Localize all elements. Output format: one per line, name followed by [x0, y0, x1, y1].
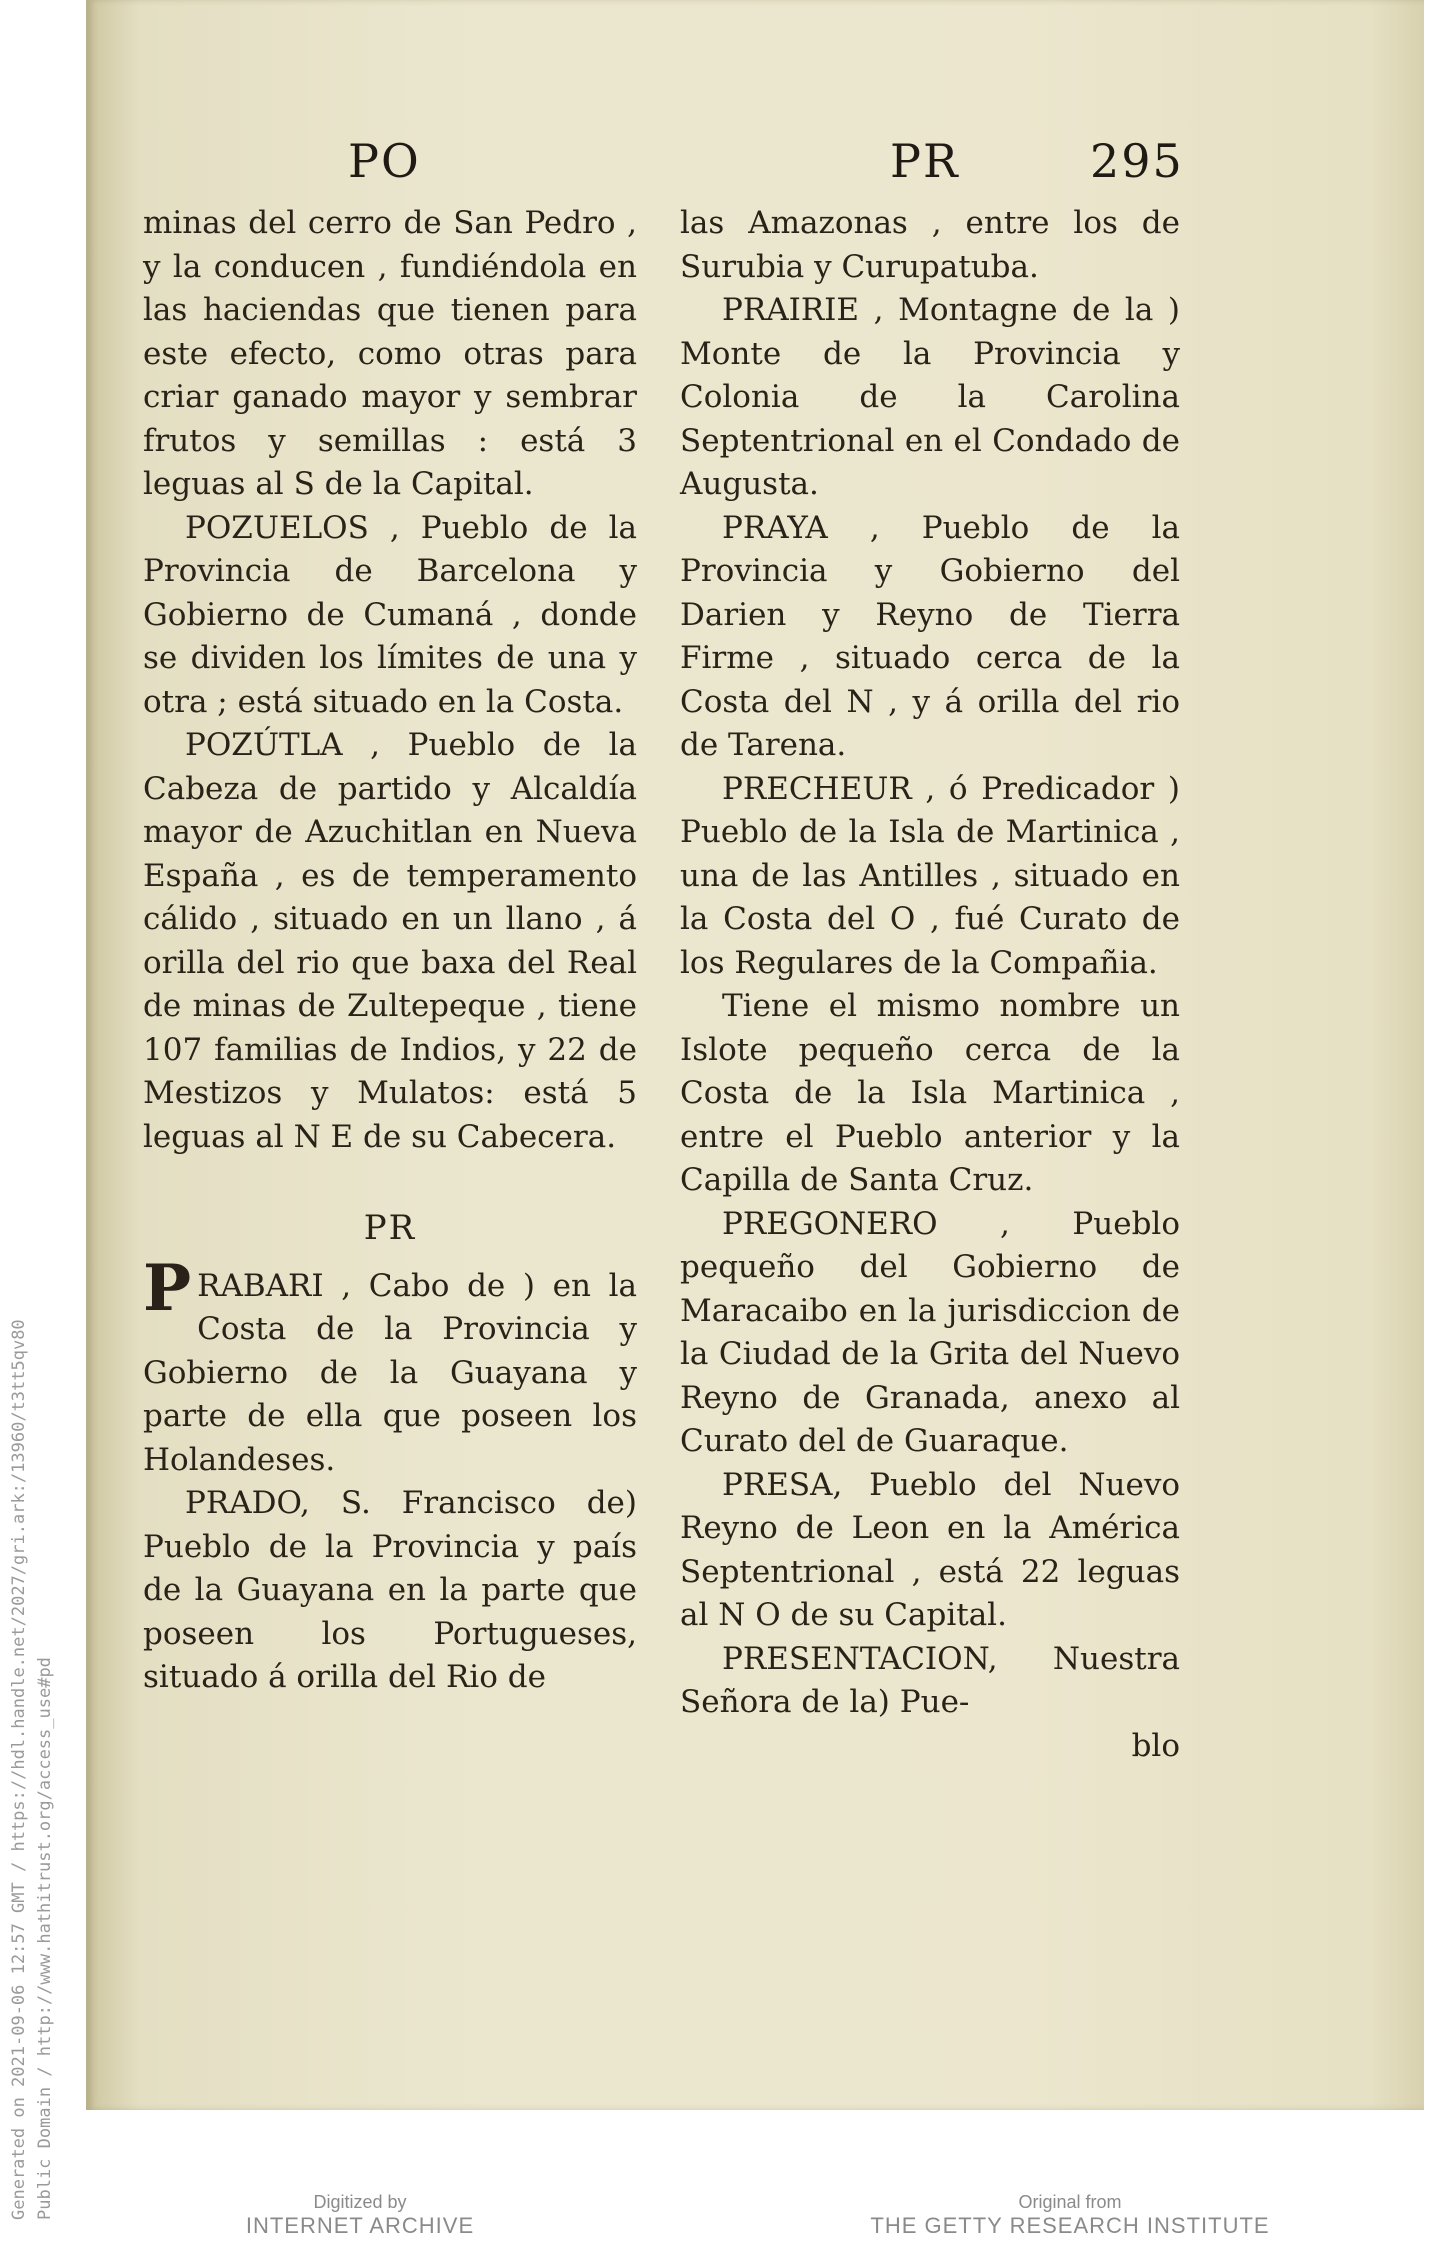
drop-capital: P	[143, 1250, 192, 1326]
right-paragraph-2: PRAYA , Pueblo de la Provincia y Gobierno del Darien y Reyno de Tierra Firme , situado cerca de la Costa del N , y á orilla del rio de Tarena.	[680, 509, 1180, 763]
right-paragraph-4: Tiene el mismo nombre un Islote pequeño cerca de la Costa de la Isla Martinica , entre el Pueblo anterior y la Capilla de Santa Cruz.	[680, 988, 1180, 1198]
right-paragraph-6: PRESA, Pueblo del Nuevo Reyno de Leon en la América Septentrional , está 22 leguas al N O de su Capital.	[680, 1466, 1180, 1633]
getty-label: THE GETTY RESEARCH INSTITUTE	[870, 2213, 1270, 2238]
footer-original	[860, 2192, 1280, 2239]
left-paragraph-3: POZÚTLA , Pueblo de la Cabeza de partido y Alcaldía mayor de Azuchitlan en Nueva España , es de temperamento cálido , situado en un llano , á orilla del rio que baxa del Real de minas de Zultepeque , tiene 107 familias de Indios, y 22 de Mestizos y Mulatos: está 5 leguas al N E de su Cabecera.	[143, 727, 637, 1155]
right-paragraph-3: PRECHEUR , ó Predicador ) Pueblo de la Isla de Martinica , una de las Antilles , situado en la Costa del O , fué Curato de los Regulares de la Compañia.	[680, 770, 1180, 981]
left-paragraph-2: POZUELOS , Pueblo de la Provincia de Barcelona y Gobierno de Cumaná , donde se dividen los límites de una y otra ; está situado en la Costa.	[143, 509, 637, 720]
left-running-head	[143, 134, 637, 202]
right-paragraph-7: PRESENTACION, Nuestra Señora de la) Pue-	[680, 1640, 1180, 1720]
original-from-label: Original from	[1018, 2192, 1122, 2212]
section-heading: PR	[363, 1208, 417, 1248]
dropcap-paragraph-text: RABARI , Cabo de ) en la Costa de la Provincia y Gobierno de la Guayana y parte de ella que poseen los Holandeses.	[143, 1267, 637, 1478]
right-paragraph-5: PREGONERO , Pueblo pequeño del Gobierno de Maracaibo en la jurisdiccion de la Ciudad de la Grita del Nuevo Reyno de Granada, anexo al Curato del de Guaraque.	[680, 1205, 1180, 1459]
generation-note-line-1: Generated on 2021-09-06 12:57 GMT / https://hdl.handle.net/2027/gri.ark:/13960/t3tt5qv80	[9, 1319, 29, 2220]
right-first-paragraph: las Amazonas , entre los de Surubia y Curupatuba.	[680, 205, 1180, 285]
dropcap-paragraph	[143, 1250, 637, 1483]
catchword: blo	[1131, 1727, 1180, 1764]
left-last-paragraph: PRADO, S. Francisco de) Pueblo de la Provincia y país de la Guayana en la parte que poseen los Portugueses, situado á orilla del Rio de	[143, 1485, 637, 1695]
left-header-letters: PO	[348, 134, 421, 188]
right-paragraph-1: PRAIRIE , Montagne de la ) Monte de la Provincia y Colonia de la Carolina Septentrional en el Condado de Augusta.	[680, 292, 1180, 502]
right-running-head	[680, 134, 1184, 202]
generation-note-line-2: Public Domain / http://www.hathitrust.org/access_use#pd	[35, 1657, 55, 2220]
internet-archive-label: INTERNET ARCHIVE	[245, 2213, 475, 2238]
generation-note	[6, 1319, 58, 2220]
page-number: 295	[1090, 134, 1184, 188]
right-column	[680, 134, 1184, 1768]
left-paragraph-1: minas del cerro de San Pedro , y la conducen , fundiéndola en las haciendas que tienen para este efecto, como otras para criar ganado mayor y sembrar frutos y semillas : está 3 leguas al S de la Capital.	[143, 205, 637, 502]
left-column	[143, 134, 637, 1700]
digitized-by-label: Digitized by	[313, 2192, 407, 2212]
footer-digitized	[240, 2192, 480, 2239]
right-header-letters: PR	[890, 134, 960, 188]
